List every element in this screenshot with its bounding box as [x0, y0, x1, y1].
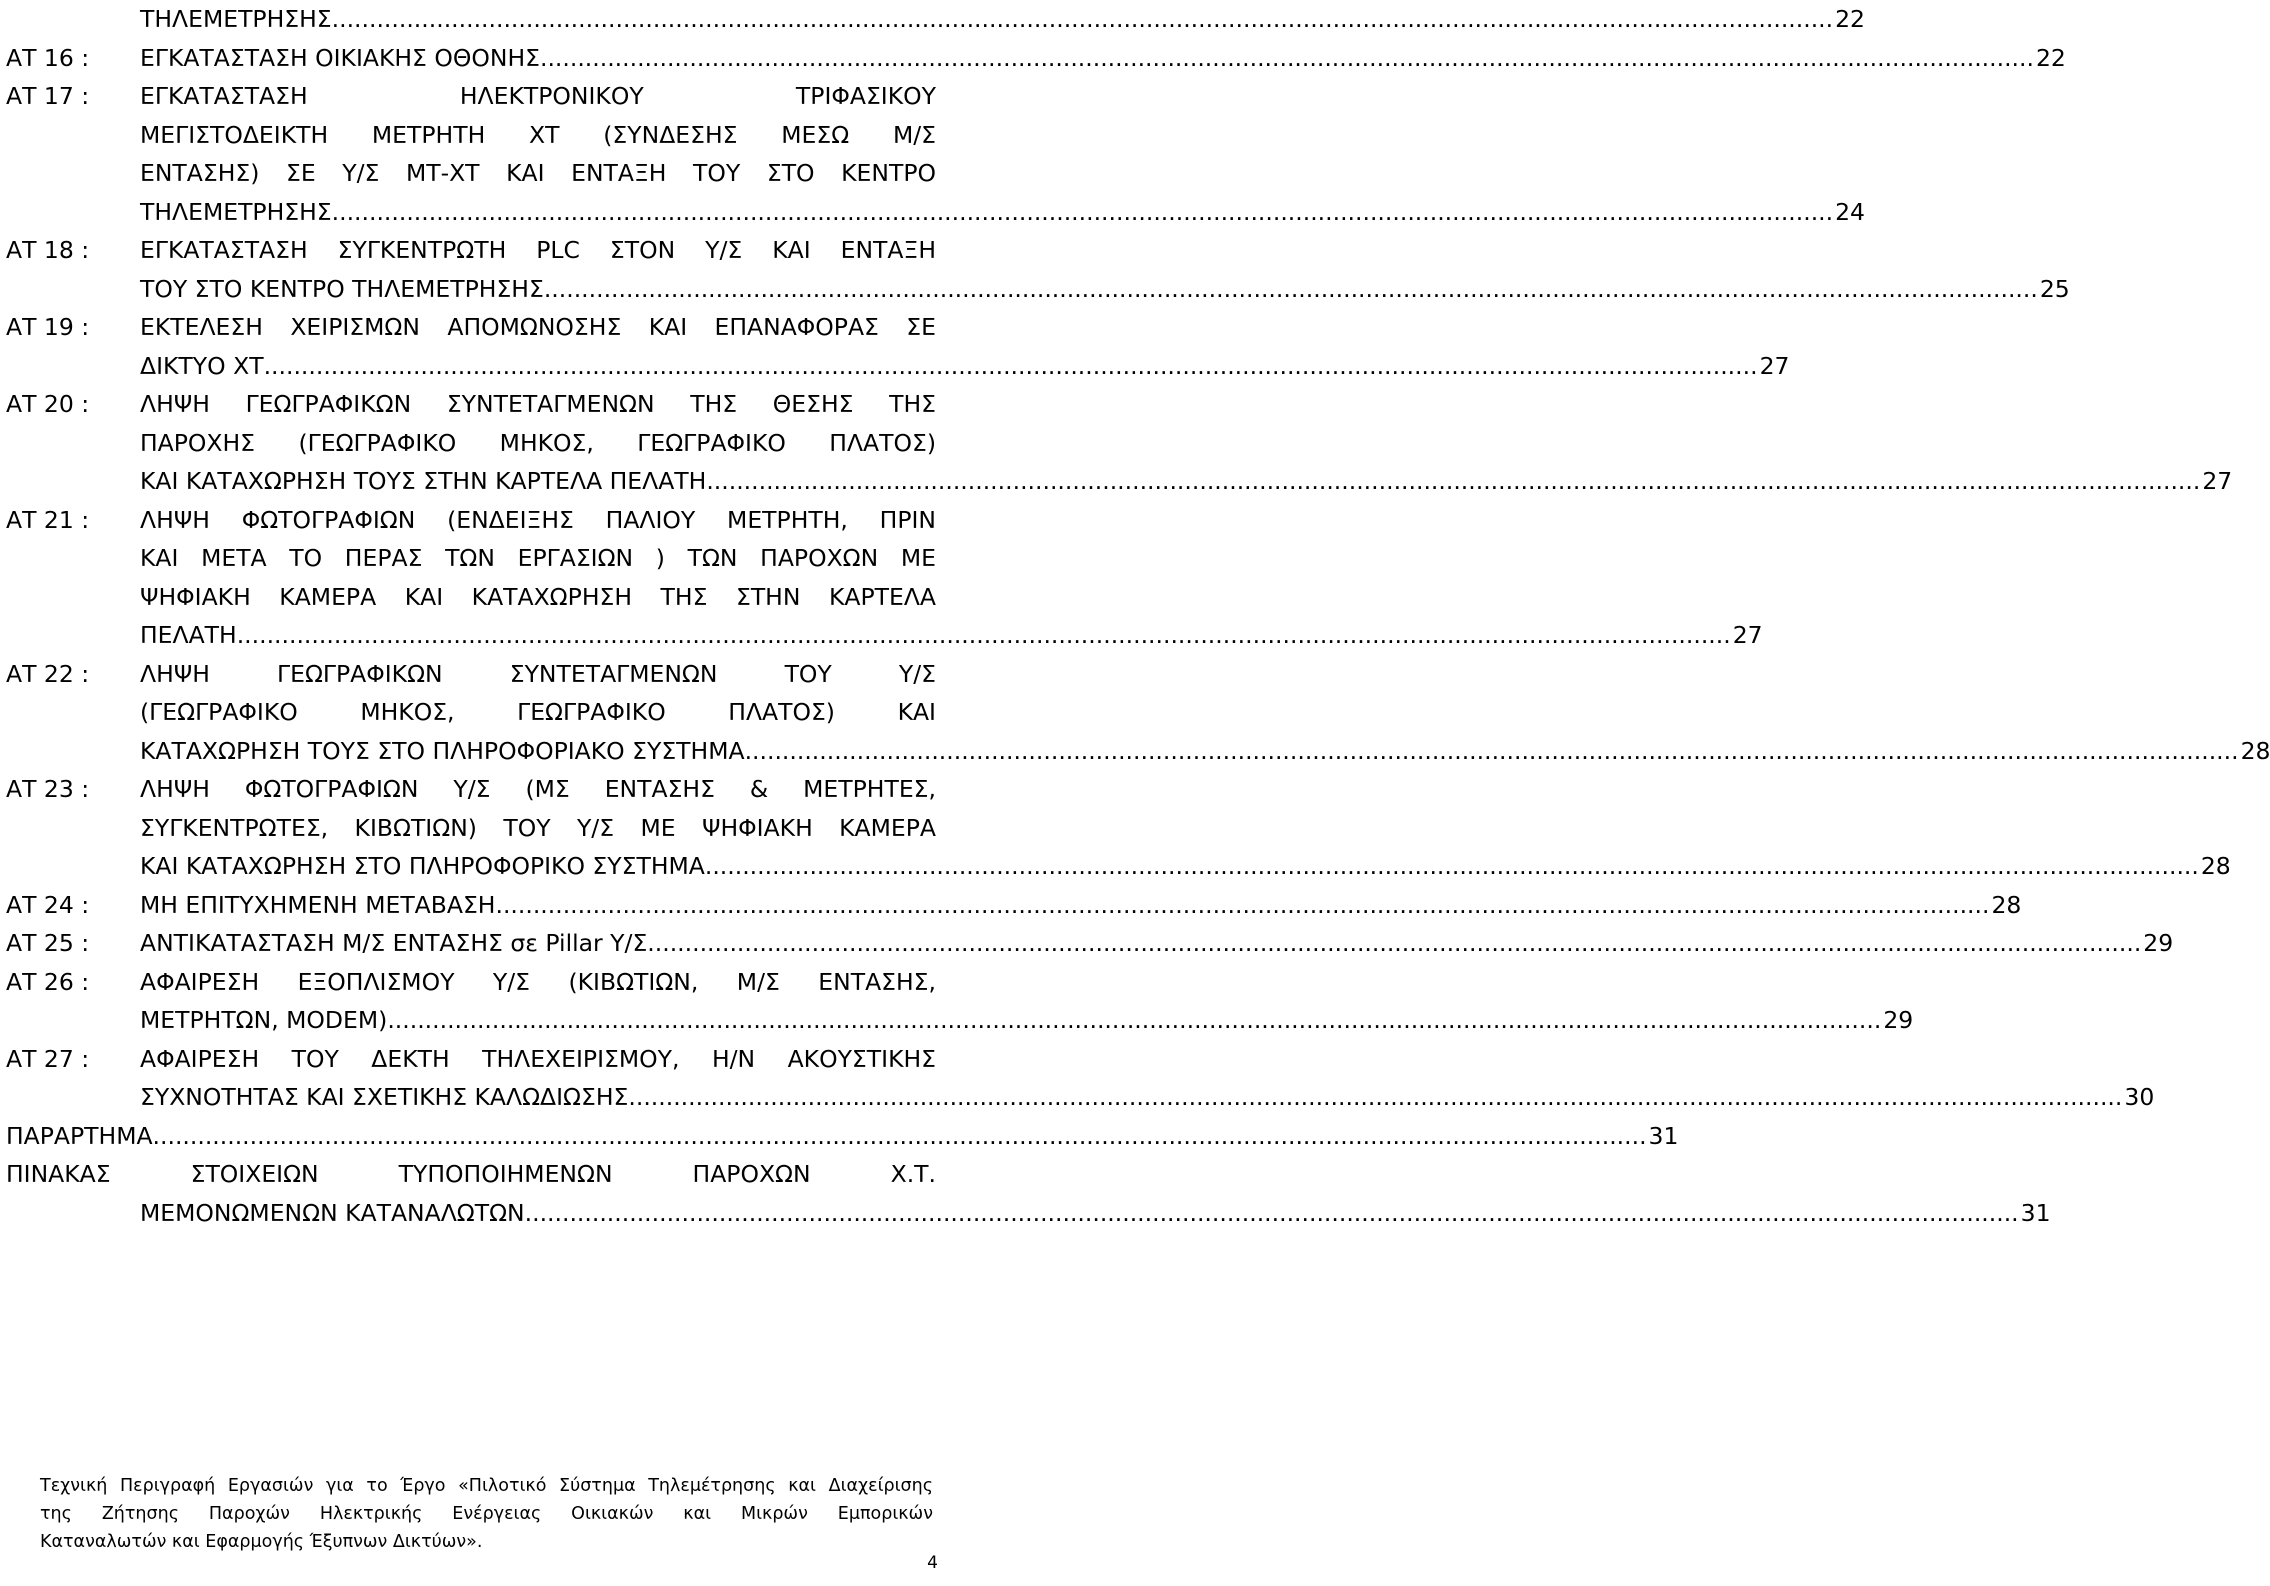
dot-leader: ........................................................................................................................................................................................................: [628, 1083, 2123, 1111]
footer-line: Τεχνική Περιγραφή Εργασιών για το Έργο «Πιλοτικό Σύστημα Τηλεμέτρησης και Διαχείρισης: [40, 1476, 933, 1496]
toc-entry[interactable]: [6, 424, 936, 463]
toc-entry-page: 29: [2143, 929, 2174, 957]
footer-line: της Ζήτησης Παροχών Ηλεκτρικής Ενέργειας Οικιακών και Μικρών Εμπορικών: [40, 1504, 933, 1524]
toc-entry-page: 28: [2200, 852, 2231, 880]
toc-entry-title: ΛΗΨΗ ΦΩΤΟΓΡΑΦΙΩΝ Υ/Σ (ΜΣ ΕΝΤΑΣΗΣ & ΜΕΤΡΗΤΕΣ,: [140, 775, 936, 803]
toc-entry-page: 29: [1883, 1006, 1914, 1034]
toc-entry-title: ΜΗ ΕΠΙΤΥΧΗΜΕΝΗ ΜΕΤΑΒΑΣΗ: [140, 890, 496, 919]
toc-entry-code: ΑΤ 27 :: [6, 1044, 90, 1073]
dot-leader: ........................................................................................................................................................................................................: [495, 890, 1990, 919]
toc-entry-title: ΛΗΨΗ ΓΕΩΓΡΑΦΙΚΩΝ ΣΥΝΤΕΤΑΓΜΕΝΩΝ ΤΟΥ Υ/Σ: [140, 659, 936, 688]
toc-entry-title: ΤΟΥ ΣΤΟ ΚΕΝΤΡΟ ΤΗΛΕΜΕΤΡΗΣΗΣ: [140, 274, 544, 303]
toc-entry-title: ΠΕΛΑΤΗ: [140, 621, 237, 649]
toc-entry-page: 28: [2240, 736, 2270, 765]
toc-entry-title: ΕΓΚΑΤΑΣΤΑΣΗ ΣΥΓΚΕΝΤΡΩΤΗ PLC ΣΤΟΝ Υ/Σ ΚΑΙ ΕΝΤΑΞΗ: [140, 236, 936, 264]
toc-entry-code: ΑΤ 16 :: [6, 43, 90, 72]
dot-leader: ........................................................................................................................................................................................................: [339, 197, 1834, 226]
toc-entry[interactable]: [6, 693, 936, 732]
dot-leader: ........................................................................................................................................................................................................: [339, 5, 1834, 33]
toc-entry-page: 28: [1991, 890, 2022, 919]
dot-leader: ........................................................................................................................................................................................................: [647, 929, 2142, 957]
toc-entry[interactable]: [6, 193, 1866, 232]
toc-entry[interactable]: [6, 1001, 1914, 1040]
dot-leader: ........................................................................................................................................................................................................: [744, 736, 2239, 765]
toc-entry[interactable]: [6, 655, 936, 694]
toc-entry-title: ΤΗΛΕΜΕΤΡΗΣΗΣ.: [140, 5, 340, 33]
toc-entry-title: ΛΗΨΗ ΦΩΤΟΓΡΑΦΙΩΝ (ΕΝΔΕΙΞΗΣ ΠΑΛΙΟΥ ΜΕΤΡΗΤΗ, ΠΡΙΝ: [140, 505, 936, 534]
toc-entry-code: ΑΤ 26 :: [6, 967, 90, 996]
toc-entry-title: ΚΑΙ ΚΑΤΑΧΩΡΗΣΗ ΣΤΟ ΠΛΗΡΟΦΟΡΙΚΟ ΣΥΣΤΗΜΑ: [140, 852, 705, 880]
footer-line: Καταναλωτών και Εφαρμογής Έξυπνων Δικτύων».: [40, 1532, 483, 1552]
toc-entry-page: 30: [2124, 1083, 2155, 1111]
toc-entry-title: ΚΑΤΑΧΩΡΗΣΗ ΤΟΥΣ ΣΤΟ ΠΛΗΡΟΦΟΡΙΑΚΟ ΣΥΣΤΗΜΑ: [140, 736, 745, 765]
toc-entry-code: ΑΤ 17 :: [6, 82, 90, 110]
dot-leader: ........................................................................................................................................................................................................: [704, 852, 2199, 880]
dot-leader: ........................................................................................................................................................................................................: [387, 1006, 1882, 1034]
toc-entry-code: ΑΤ 22 :: [6, 659, 90, 688]
toc-entry-title: ΔΙΚΤΥΟ ΧΤ: [140, 351, 264, 380]
toc-entry-title: ΚΑΙ ΜΕΤΑ ΤΟ ΠΕΡΑΣ ΤΩΝ ΕΡΓΑΣΙΩΝ ) ΤΩΝ ΠΑΡΟΧΩΝ ΜΕ: [140, 544, 936, 572]
toc-entry-page: 22: [1835, 5, 1866, 33]
toc-entry[interactable]: [6, 462, 2233, 501]
toc-entry[interactable]: [6, 809, 936, 848]
toc-entry-page: 27: [1732, 621, 1763, 649]
toc-entry-title: ΑΦΑΙΡΕΣΗ ΤΟΥ ΔΕΚΤΗ ΤΗΛΕΧΕΙΡΙΣΜΟΥ, Η/Ν ΑΚΟΥΣΤΙΚΗΣ: [140, 1044, 936, 1073]
toc-entry[interactable]: [6, 347, 1790, 386]
toc-entry[interactable]: [6, 1194, 2051, 1233]
toc-entry[interactable]: [6, 1117, 1679, 1156]
toc-entry-title: ΤΗΛΕΜΕΤΡΗΣΗΣ.: [140, 197, 340, 226]
toc-entry-page: 31: [1648, 1121, 1679, 1150]
page-number: 4: [927, 1553, 938, 1573]
toc-entry-title: ΚΑΙ ΚΑΤΑΧΩΡΗΣΗ ΤΟΥΣ ΣΤΗΝ ΚΑΡΤΕΛΑ ΠΕΛΑΤΗ: [140, 467, 707, 495]
toc-entry-title: ΜΕΓΙΣΤΟΔΕΙΚΤΗ ΜΕΤΡΗΤΗ ΧΤ (ΣΥΝΔΕΣΗΣ ΜΕΣΩ Μ/Σ: [140, 120, 936, 149]
dot-leader: ........................................................................................................................................................................................................: [236, 621, 1731, 649]
dot-leader: ........................................................................................................................................................................................................: [152, 1121, 1647, 1150]
toc-entry[interactable]: [6, 770, 936, 809]
toc-entry[interactable]: [6, 39, 2066, 78]
toc-entry-title: ΕΚΤΕΛΕΣΗ ΧΕΙΡΙΣΜΩΝ ΑΠΟΜΩΝΟΣΗΣ ΚΑΙ ΕΠΑΝΑΦΟΡΑΣ ΣΕ: [140, 313, 936, 341]
toc-entry[interactable]: [6, 308, 936, 347]
toc-entry-title: ΕΝΤΑΣΗΣ) ΣΕ Υ/Σ ΜΤ-ΧΤ ΚΑΙ ΕΝΤΑΞΗ ΤΟΥ ΣΤΟ ΚΕΝΤΡΟ: [140, 159, 936, 187]
toc-entry-code: ΑΤ 23 :: [6, 775, 90, 803]
toc-entry[interactable]: [6, 539, 936, 578]
toc-entry-page: 25: [2039, 274, 2070, 303]
toc-entry[interactable]: [6, 154, 936, 193]
toc-entry[interactable]: [6, 886, 2022, 925]
toc-entry-page: 31: [2020, 1198, 2051, 1227]
dot-leader: ........................................................................................................................................................................................................: [263, 351, 1758, 380]
dot-leader: ........................................................................................................................................................................................................: [543, 274, 2038, 303]
toc-entry-title: ΠΙΝΑΚΑΣ ΣΤΟΙΧΕΙΩΝ ΤΥΠΟΠΟΙΗΜΕΝΩΝ ΠΑΡΟΧΩΝ Χ.Τ.: [6, 1160, 936, 1188]
toc-entry[interactable]: [6, 924, 2174, 963]
page-footer: [40, 1472, 933, 1556]
toc-entry-title: ΑΦΑΙΡΕΣΗ ΕΞΟΠΛΙΣΜΟΥ Υ/Σ (ΚΙΒΩΤΙΩΝ, Μ/Σ ΕΝΤΑΣΗΣ,: [140, 967, 936, 996]
toc-entry-code: ΑΤ 20 :: [6, 390, 90, 418]
toc-entry-title: ΛΗΨΗ ΓΕΩΓΡΑΦΙΚΩΝ ΣΥΝΤΕΤΑΓΜΕΝΩΝ ΤΗΣ ΘΕΣΗΣ ΤΗΣ: [140, 390, 936, 418]
toc-entry-title: ΜΕΤΡΗΤΩΝ, MODEM): [140, 1006, 388, 1034]
dot-leader: ........................................................................................................................................................................................................: [539, 43, 2034, 72]
toc-entry-title: ΜΕΜΟΝΩΜΕΝΩΝ ΚΑΤΑΝΑΛΩΤΩΝ: [140, 1198, 525, 1227]
toc-entry-title: ΕΓΚΑΤΑΣΤΑΣΗ ΟΙΚΙΑΚΗΣ ΟΘΟΝΗΣ: [140, 43, 540, 72]
toc-entry[interactable]: [6, 578, 936, 617]
toc-entry[interactable]: [6, 847, 2231, 886]
toc-entry[interactable]: [6, 385, 936, 424]
toc-entry[interactable]: [6, 732, 2270, 771]
toc-entry[interactable]: [6, 501, 936, 540]
dot-leader: ........................................................................................................................................................................................................: [706, 467, 2201, 495]
toc-entry-code: ΑΤ 25 :: [6, 929, 90, 957]
toc-entry-title: ΠΑΡΑΡΤΗΜΑ: [6, 1121, 153, 1150]
toc-entry[interactable]: [6, 963, 936, 1002]
toc-entry-title: ΨΗΦΙΑΚΗ ΚΑΜΕΡΑ ΚΑΙ ΚΑΤΑΧΩΡΗΣΗ ΤΗΣ ΣΤΗΝ ΚΑΡΤΕΛΑ: [140, 582, 936, 611]
toc-entry[interactable]: [6, 270, 2070, 309]
toc-entry-page: 27: [1759, 351, 1790, 380]
toc-entry-title: (ΓΕΩΓΡΑΦΙΚΟ ΜΗΚΟΣ, ΓΕΩΓΡΑΦΙΚΟ ΠΛΑΤΟΣ) ΚΑΙ: [140, 698, 936, 726]
table-of-contents: [6, 0, 2270, 1232]
toc-entry-page: 27: [2202, 467, 2233, 495]
toc-entry[interactable]: [6, 1155, 936, 1194]
toc-entry-code: ΑΤ 19 :: [6, 313, 90, 341]
toc-entry[interactable]: [6, 231, 936, 270]
toc-entry[interactable]: [6, 77, 936, 116]
toc-entry-title: ΑΝΤΙΚΑΤΑΣΤΑΣΗ Μ/Σ ΕΝΤΑΣΗΣ σε Pillar Υ/Σ: [140, 929, 648, 957]
toc-entry-page: 22: [2035, 43, 2066, 72]
toc-entry-code: ΑΤ 21 :: [6, 505, 90, 534]
toc-entry-title: ΠΑΡΟΧΗΣ (ΓΕΩΓΡΑΦΙΚΟ ΜΗΚΟΣ, ΓΕΩΓΡΑΦΙΚΟ ΠΛΑΤΟΣ): [140, 428, 936, 457]
toc-entry-title: ΣΥΓΚΕΝΤΡΩΤΕΣ, ΚΙΒΩΤΙΩΝ) ΤΟΥ Υ/Σ ΜΕ ΨΗΦΙΑΚΗ ΚΑΜΕΡΑ: [140, 813, 936, 842]
toc-entry-title: ΕΓΚΑΤΑΣΤΑΣΗ ΗΛΕΚΤΡΟΝΙΚΟΥ ΤΡΙΦΑΣΙΚΟΥ: [140, 82, 936, 110]
toc-entry-page: 24: [1835, 197, 1866, 226]
toc-entry[interactable]: [6, 0, 1866, 39]
dot-leader: ........................................................................................................................................................................................................: [524, 1198, 2019, 1227]
toc-entry-title: ΣΥΧΝΟΤΗΤΑΣ ΚΑΙ ΣΧΕΤΙΚΗΣ ΚΑΛΩΔΙΩΣΗΣ: [140, 1083, 629, 1111]
toc-entry-code: ΑΤ 18 :: [6, 236, 90, 264]
toc-entry[interactable]: [6, 616, 1763, 655]
toc-entry[interactable]: [6, 1040, 936, 1079]
toc-entry-code: ΑΤ 24 :: [6, 890, 90, 919]
toc-entry[interactable]: [6, 1078, 2155, 1117]
toc-entry[interactable]: [6, 116, 936, 155]
